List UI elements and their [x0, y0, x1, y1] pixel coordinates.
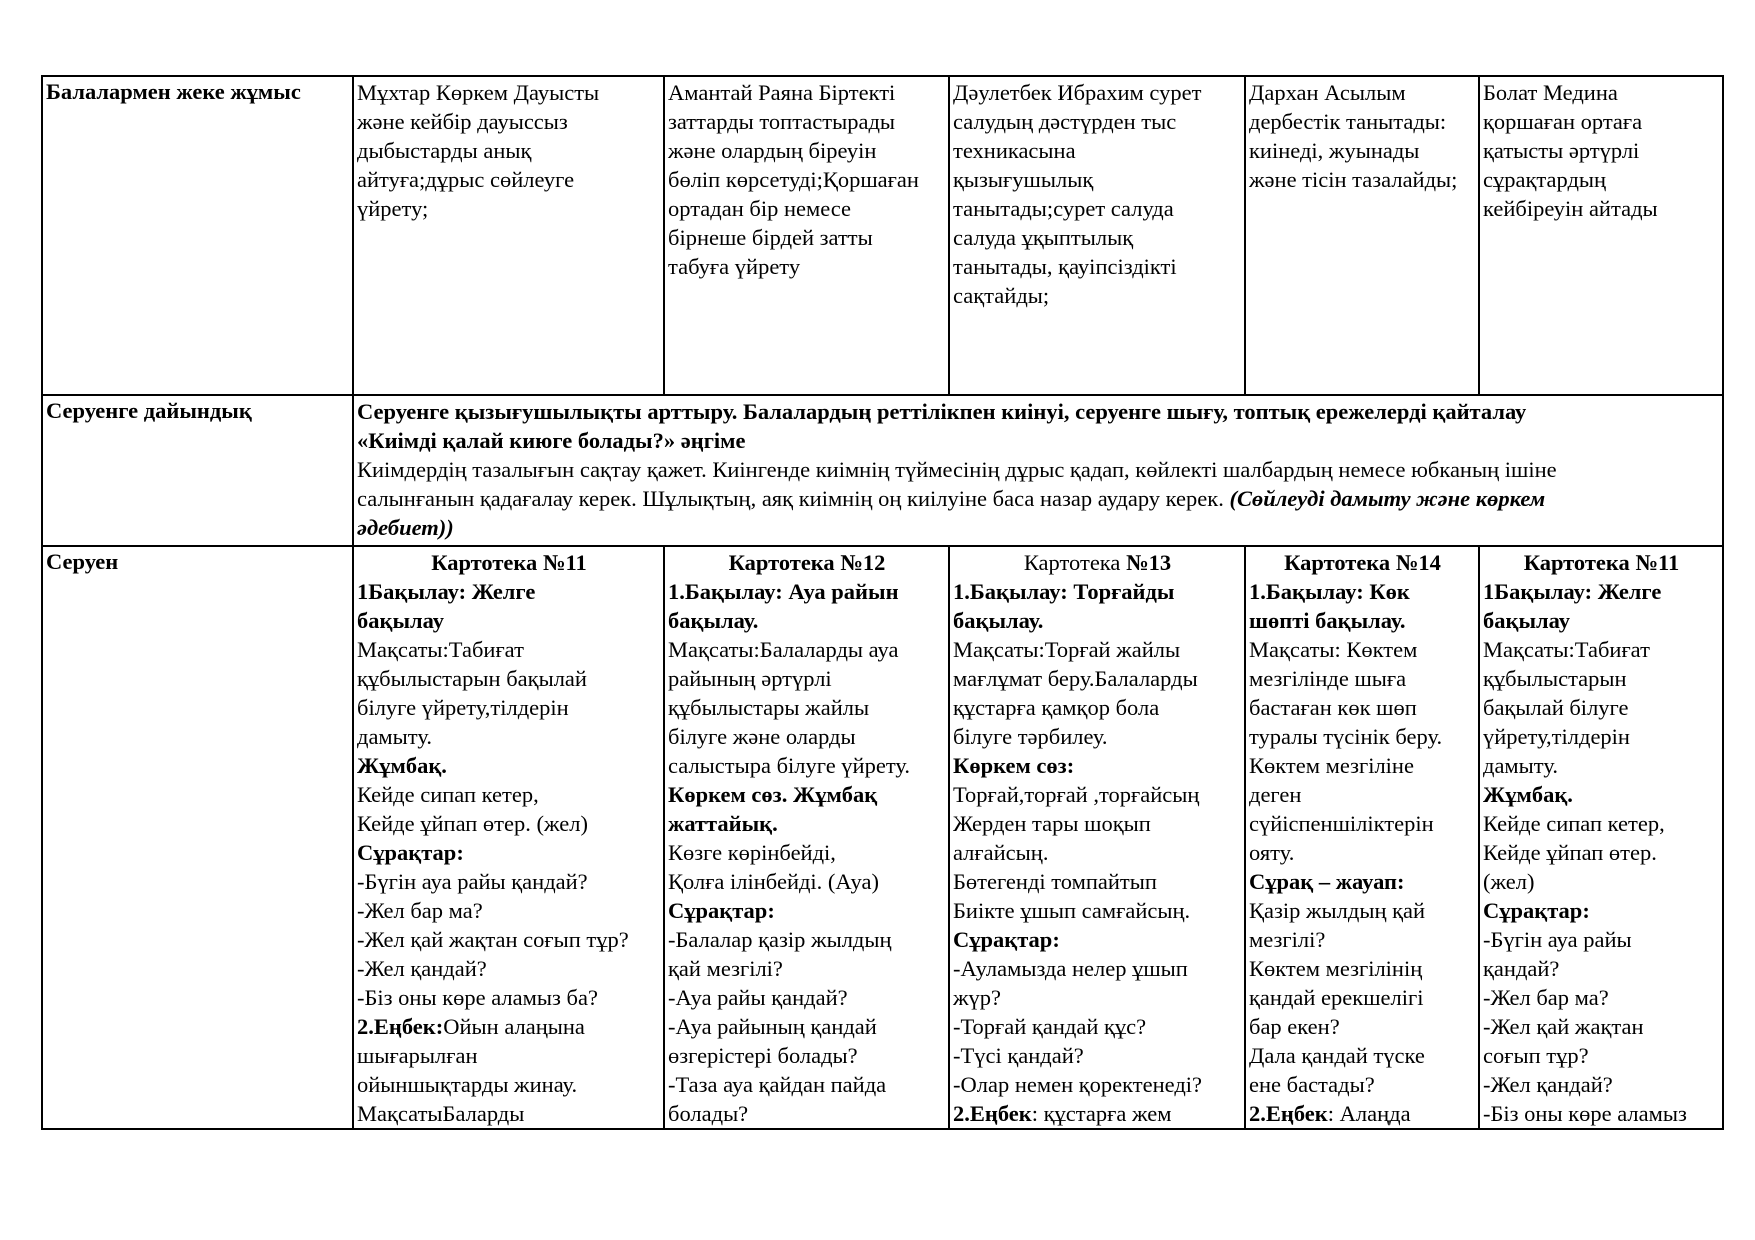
cell-text-line: салуда ұқыптылық	[953, 225, 1134, 250]
card-line: Сұрақтар:	[953, 927, 1060, 952]
card-line: Мақсаты:Табиғат	[357, 637, 524, 662]
cell-text-line: үйрету;	[357, 196, 429, 221]
card-line: (жел)	[1483, 869, 1535, 894]
walk-card-cell	[1245, 546, 1479, 1129]
daily-plan-table	[41, 75, 1724, 1130]
card-line: 1.Бақылау: Торғайды	[953, 579, 1175, 604]
card-line: Кейде ұйпап өтер.	[1483, 840, 1657, 865]
card-line: -Түсі қандай?	[953, 1043, 1084, 1068]
card-line: ене бастады?	[1249, 1072, 1375, 1097]
walk-row	[42, 546, 1723, 1129]
card-line-text: : құстарға жем	[1031, 1101, 1172, 1126]
card-line: білуге үйрету,тілдерін	[357, 695, 569, 720]
card-line: бақылау.	[953, 608, 1044, 633]
card-line: -Ауламызда нелер ұшып	[953, 956, 1188, 981]
card-line: соғып тұр?	[1483, 1043, 1589, 1068]
cell-text-line: бөліп көрсетуді;Қоршаған	[668, 167, 919, 192]
walk-preparation-content	[353, 395, 1723, 546]
card-line: -Жел бар ма?	[1483, 985, 1609, 1010]
card-line: Кейде ұйпап өтер. (жел)	[357, 811, 588, 836]
card-line: қандай?	[1483, 956, 1560, 981]
card-line: Жұмбақ.	[1483, 782, 1573, 807]
card-line: Қазір жылдың қай	[1249, 898, 1426, 923]
prep-text-line: Киімдердің тазалығын сақтау қажет. Киінгенде киімнің түймесінің дұрыс қадап, көйлекті шалбардың немесе юбканың ішіне	[357, 457, 1557, 482]
card-line: ойыншықтарды жинау.	[357, 1072, 578, 1097]
card-line: қай мезгілі?	[668, 956, 783, 981]
cell-text-line: Болат Медина	[1483, 80, 1618, 105]
card-line: бақылау	[357, 608, 445, 633]
prep-conversation-title: «Киімді қалай киюге болады?» әңгіме	[357, 428, 746, 453]
card-title: Картотека №12	[728, 550, 886, 575]
cell-text-line: техникасына	[953, 138, 1076, 163]
card-line: Көркем сөз:	[953, 753, 1075, 778]
card-line: Биікте ұшып самғайсың.	[953, 898, 1191, 923]
card-line	[1249, 1099, 1476, 1128]
cell-text-line: бірнеше бірдей затты	[668, 225, 873, 250]
cell-text-line: дыбыстарды анық	[357, 138, 532, 163]
card-line: 1.Бақылау: Ауа райын	[668, 579, 899, 604]
cell-text-line: қызығушылық	[953, 167, 1094, 192]
cell-text-line: және кейбір дауыссыз	[357, 109, 568, 134]
walk-preparation-row	[42, 395, 1723, 546]
cell-text-line: және олардың біреуін	[668, 138, 877, 163]
card-line: -Олар немен қоректенеді?	[953, 1072, 1203, 1097]
prep-domain-note: (Сөйлеуді дамыту және көркем	[1229, 486, 1546, 511]
cell-text-line: заттарды топтастырады	[668, 109, 896, 134]
cell-text-line: Мұхтар Көркем Дауысты	[357, 80, 600, 105]
card-line: құбылыстары жайлы	[668, 695, 870, 720]
card-line: болады?	[668, 1101, 749, 1126]
cell-text-line: салудың дәстүрден тыс	[953, 109, 1177, 134]
card-line: Көктем мезгілінің	[1249, 956, 1423, 981]
card-line-text: : Алаңда	[1327, 1101, 1411, 1126]
cell-text-line: Дәулетбек Ибрахим сурет	[953, 80, 1202, 105]
card-line: бар екен?	[1249, 1014, 1340, 1039]
card-line: Бөтегенді томпайтып	[953, 869, 1157, 894]
individual-cell	[1245, 76, 1479, 395]
card-line	[953, 1099, 1242, 1128]
card-line: Кейде сипап кетер,	[1483, 811, 1665, 836]
card-title: Картотека №11	[1523, 550, 1680, 575]
card-title: Картотека №14	[1284, 550, 1441, 575]
cell-text-line: киінеді, жуынады	[1249, 138, 1420, 163]
card-line-bold-prefix: 2.Еңбек	[1249, 1101, 1328, 1126]
cell-text-line: сұрақтардың	[1483, 167, 1607, 192]
cell-text-line: дербестік танытады:	[1249, 109, 1447, 134]
card-line: жүр?	[953, 985, 1002, 1010]
card-line: Мақсаты: Көктем	[1249, 637, 1418, 662]
card-line: дамыту.	[1483, 753, 1558, 778]
cell-text-line: кейбіреуін айтады	[1483, 196, 1658, 221]
cell-text-line: қатысты әртүрлі	[1483, 138, 1640, 163]
card-line: мезгілі?	[1249, 927, 1326, 952]
individual-cell	[949, 76, 1245, 395]
card-line-bold-prefix: 2.Еңбек:	[357, 1014, 444, 1039]
card-line: -Жел қандай?	[1483, 1072, 1613, 1097]
card-line: білуге тәрбилеу.	[953, 724, 1108, 749]
individual-cell	[353, 76, 664, 395]
card-line: Мақсаты:Балаларды ауа	[668, 637, 899, 662]
card-line: Жұмбақ.	[357, 753, 447, 778]
card-line: ояту.	[1249, 840, 1295, 865]
card-line: Сұрақ – жауап:	[1249, 869, 1405, 894]
card-line: -Балалар қазір жылдың	[668, 927, 892, 952]
cell-text-line: сақтайды;	[953, 283, 1050, 308]
card-line: бақылай білуге	[1483, 695, 1629, 720]
card-line: бақылау.	[668, 608, 759, 633]
card-line: шөпті бақылау.	[1249, 608, 1406, 633]
card-line: Көркем сөз. Жұмбақ	[668, 782, 878, 807]
prep-domain-note: әдебиет))	[357, 515, 454, 540]
card-line: Жерден тары шоқып	[953, 811, 1151, 836]
prep-bold-line: Серуенге қызығушылықты арттыру. Балалардың реттілікпен киінуі, серуенге шығу, топтық ережелерді қайталау	[357, 399, 1527, 424]
individual-cell	[1479, 76, 1723, 395]
individual-work-row	[42, 76, 1723, 395]
card-line: 1Бақылау: Желге	[357, 579, 536, 604]
walk-card-cell	[664, 546, 949, 1129]
walk-card-cell	[1479, 546, 1723, 1129]
cell-text-line: және тісін тазалайды;	[1249, 167, 1458, 192]
card-line: -Жел қай жақтан	[1483, 1014, 1644, 1039]
prep-text-line: салынғанын қадағалау керек. Шұлықтың, аяқ киімнің оң киілуіне баса назар аудару керек.	[357, 486, 1224, 511]
card-line: Дала қандай түске	[1249, 1043, 1425, 1068]
cell-text-line: айтуға;дұрыс сөйлеуге	[357, 167, 575, 192]
card-line: -Бүгін ауа райы	[1483, 927, 1632, 952]
card-line: құбылыстарын	[1483, 666, 1627, 691]
card-line: туралы түсінік беру.	[1249, 724, 1443, 749]
card-line: дамыту.	[357, 724, 432, 749]
cell-text-line: табуға үйрету	[668, 254, 801, 279]
card-line: жаттайық.	[668, 811, 778, 836]
card-line: үйрету,тілдерін	[1483, 724, 1630, 749]
card-line-bold-prefix: 2.Еңбек	[953, 1101, 1032, 1126]
card-line: МақсатыБаларды	[357, 1101, 525, 1126]
card-line: Қолға ілінбейді. (Ауа)	[668, 869, 879, 894]
card-line: -Бүгін ауа райы қандай?	[357, 869, 588, 894]
card-line: 1Бақылау: Желге	[1483, 579, 1662, 604]
card-line: шығарылған	[357, 1043, 478, 1068]
card-line: райының әртүрлі	[668, 666, 832, 691]
card-line: Сұрақтар:	[357, 840, 464, 865]
row-label-walk-preparation: Серуенге дайындық	[42, 395, 353, 546]
card-line: -Жел қай жақтан соғып тұр?	[357, 927, 629, 952]
card-line: Көктем мезгіліне	[1249, 753, 1414, 778]
card-line: -Жел бар ма?	[357, 898, 483, 923]
card-line: өзгерістері болады?	[668, 1043, 858, 1068]
card-line: Сұрақтар:	[1483, 898, 1590, 923]
card-line: құстарға қамқор бола	[953, 695, 1160, 720]
card-line: алғайсың.	[953, 840, 1049, 865]
card-line: Кейде сипап кетер,	[357, 782, 539, 807]
card-line: Мақсаты:Торғай жайлы	[953, 637, 1181, 662]
individual-cell	[664, 76, 949, 395]
card-line: мағлұмат беру.Балаларды	[953, 666, 1198, 691]
card-line: -Ауа райының қандай	[668, 1014, 877, 1039]
card-line: Мақсаты:Табиғат	[1483, 637, 1650, 662]
card-line: салыстыра білуге үйрету.	[668, 753, 910, 778]
card-title-number: №13	[1126, 550, 1172, 575]
card-line: Торғай,торғай ,торғайсың	[953, 782, 1200, 807]
card-title-text: Картотека	[1023, 550, 1127, 575]
card-line: -Ауа райы қандай?	[668, 985, 848, 1010]
card-line	[357, 1012, 661, 1041]
card-line: мезгілінде шыға	[1249, 666, 1407, 691]
cell-text-line: Дархан Асылым	[1249, 80, 1406, 105]
cell-text-line: ортадан бір немесе	[668, 196, 852, 221]
walk-card-cell	[353, 546, 664, 1129]
card-line: қандай ерекшелігі	[1249, 985, 1424, 1010]
card-line: құбылыстарын бақылай	[357, 666, 587, 691]
card-line: Сұрақтар:	[668, 898, 775, 923]
card-line: -Біз оны көре аламыз ба?	[357, 985, 598, 1010]
row-label-walk: Серуен	[42, 546, 353, 1129]
cell-text-line: танытады, қауіпсіздікті	[953, 254, 1177, 279]
card-line-text: Ойын алаңына	[443, 1014, 585, 1039]
card-title: Картотека №11	[431, 550, 587, 575]
card-line: бастаған көк шөп	[1249, 695, 1417, 720]
card-line: деген	[1249, 782, 1302, 807]
card-line: -Таза ауа қайдан пайда	[668, 1072, 887, 1097]
card-line: -Жел қандай?	[357, 956, 487, 981]
cell-text-line: Амантай Раяна Біртекті	[668, 80, 896, 105]
row-label-individual-work: Балалармен жеке жұмыс	[42, 76, 353, 395]
walk-card-cell	[949, 546, 1245, 1129]
card-line: білуге және оларды	[668, 724, 856, 749]
cell-text-line: қоршаған ортаға	[1483, 109, 1643, 134]
card-line: сүйіспеншіліктерін	[1249, 811, 1434, 836]
card-line: бақылау	[1483, 608, 1571, 633]
card-line: -Біз оны көре аламыз	[1483, 1101, 1687, 1126]
card-line: -Торғай қандай құс?	[953, 1014, 1147, 1039]
card-line: 1.Бақылау: Көк	[1249, 579, 1410, 604]
card-line: Көзге көрінбейді,	[668, 840, 836, 865]
cell-text-line: танытады;сурет салуда	[953, 196, 1174, 221]
card-title	[953, 548, 1242, 577]
